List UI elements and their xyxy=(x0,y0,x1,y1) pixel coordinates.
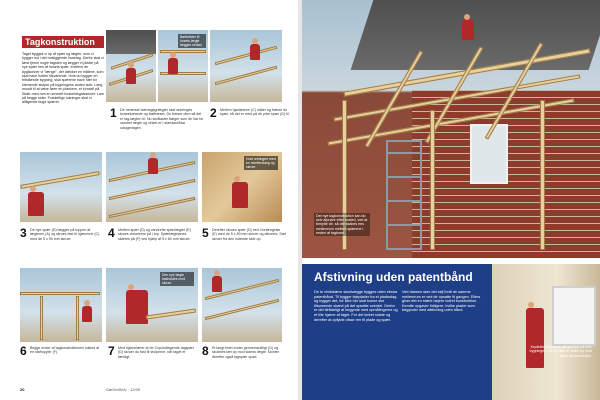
photo-step-6 xyxy=(20,268,102,342)
box-body-col1: De to vindskæve skudvægge bygges uden ekstra patentbånd. Til bygger lejeplader fra et pladestag og bygger det, for ikke her skal kunne ske tilsvarende skævt på det opsatte overdel. Derfor er det tilrådeligt at begynde med opmålingerne og et lille hjørne af taget. For det lodret sidste og derefter at opfylde disse ren til plade og spær. xyxy=(314,290,398,322)
photo-step-4 xyxy=(106,152,198,222)
page-footer xyxy=(20,387,140,392)
step-caption-1: De nederste tværtagsgrlægter skal anbringes kvatrekantede og fastfræset. Du fræser dem så det er tag-lægten til. Nu skrålaster bølger som de har for vandret lægte og vinkel-er i standard/fast udsigerlagen. xyxy=(120,108,204,130)
intro-text: Taget bygges vi op af spær og lægter, som vi bygger ind i det hosliggende husetag. Derfor skal vi først fjerne nogle tagsten og lægger vi plader på nye spær hen af husets spær. Imellem de bygikonner vi "længe", der dækker en målene, som skal have hotten tilsvarende. Hvis du bygger en fritstående bygning, skal spærene have hæl for klemende stolper på bygningens anden side. Lang mundt til at være fører en plankem, et konsell på. Skær med mm en smedet forskeldsgalvaniser. Lam på begge sider. Forskellige lukninger skal vi altilgende buge spæret. xyxy=(22,52,104,105)
step-caption-5: Derefter skrues spær (D) ned i forlængelse (E) med de 5 x 80 mm skruer og afkortes. Sæt skruer fra den inderste side op. xyxy=(212,228,286,241)
section-title: Tagkonstruktion xyxy=(25,37,95,47)
step-caption-7: Med hjørnelærer af de 3 lysindtagende tagspær (D) skruer du fast til stolperne, når taget er færdigt. xyxy=(118,346,194,359)
photo-step-2 xyxy=(210,30,282,102)
right-page xyxy=(302,0,600,400)
step-caption-4: Mellem spær (D) og vandrette spærlægter (E) skrues vinkelerne på i top. Spærlægtdanes skæres på (F) ved hjælp af 5 x 60 mm skruer. xyxy=(118,228,191,241)
inset-note-1: Bæltelister til husets lægte lægges nedad. xyxy=(178,34,206,48)
box-title: Afstivning uden patentbånd xyxy=(314,270,473,284)
step-number-7: 7 xyxy=(108,344,115,358)
step-number-2: 2 xyxy=(210,106,217,120)
step-caption-8: Et langt bræt ender gennemsnitligt (G) og skubbes tæt op mod sidens lægte. Monter derefter også tagspær opad. xyxy=(212,346,280,359)
inset-note-2: Hold retningen med en nivellerstang og skruer. xyxy=(244,156,278,170)
box-photo-plywood xyxy=(492,264,600,400)
step-number-1: 1 xyxy=(110,106,117,120)
hero-caption: Det nye tagkonstruktion kan du selv afprøve efter hosted, ved at benytte de, så der skabes ens mellemrum mellem spærene i resten af tagbuen. xyxy=(314,213,370,236)
box-body-col2: Ved dansen sker det sejl fordi de samme mellemrum er ved de opsatte til gangen. Ellers giver det en stærk højere lodret konstruktion. Kendte opgaver tidligere, hvilke plader som begynder med afstivning uden bånd. xyxy=(402,290,481,313)
step-number-8: 8 xyxy=(202,344,209,358)
left-page xyxy=(0,0,298,400)
step-caption-2: Mellem hjørlærene (C) måler og fræser du spær, så det er med på de ydre spær (D) til. xyxy=(220,108,290,117)
photo-step-8 xyxy=(202,268,282,342)
step-number-5: 5 xyxy=(202,226,209,240)
photo-step-3 xyxy=(20,152,102,222)
step-number-4: 4 xyxy=(108,226,115,240)
section-title-bar xyxy=(22,36,104,48)
magazine-footer: GørDetSelv · 12/09 xyxy=(105,387,141,392)
step-caption-3: De nye spær (D) lægges på toppen af lægteren (A) og skrues fast til hjørnerne (C) med de 5 x 90 mm skruer. xyxy=(30,228,100,241)
page-number: 20 xyxy=(20,387,25,392)
box-photo-caption: Krydsfinerpladerne skrues fast på hele bygningen, så det ikke er stabil op mod spær og tværlægter. xyxy=(529,345,592,358)
step-number-6: 6 xyxy=(20,344,27,358)
inset-note-3: Den nye lægte fastholdes med skruer. xyxy=(160,272,194,286)
step-number-3: 3 xyxy=(20,226,27,240)
photo-rafters-top xyxy=(106,30,156,102)
step-caption-6: Begge ender af tagkonstruktionen lukkes af en stafruyyler (F). xyxy=(30,346,100,355)
